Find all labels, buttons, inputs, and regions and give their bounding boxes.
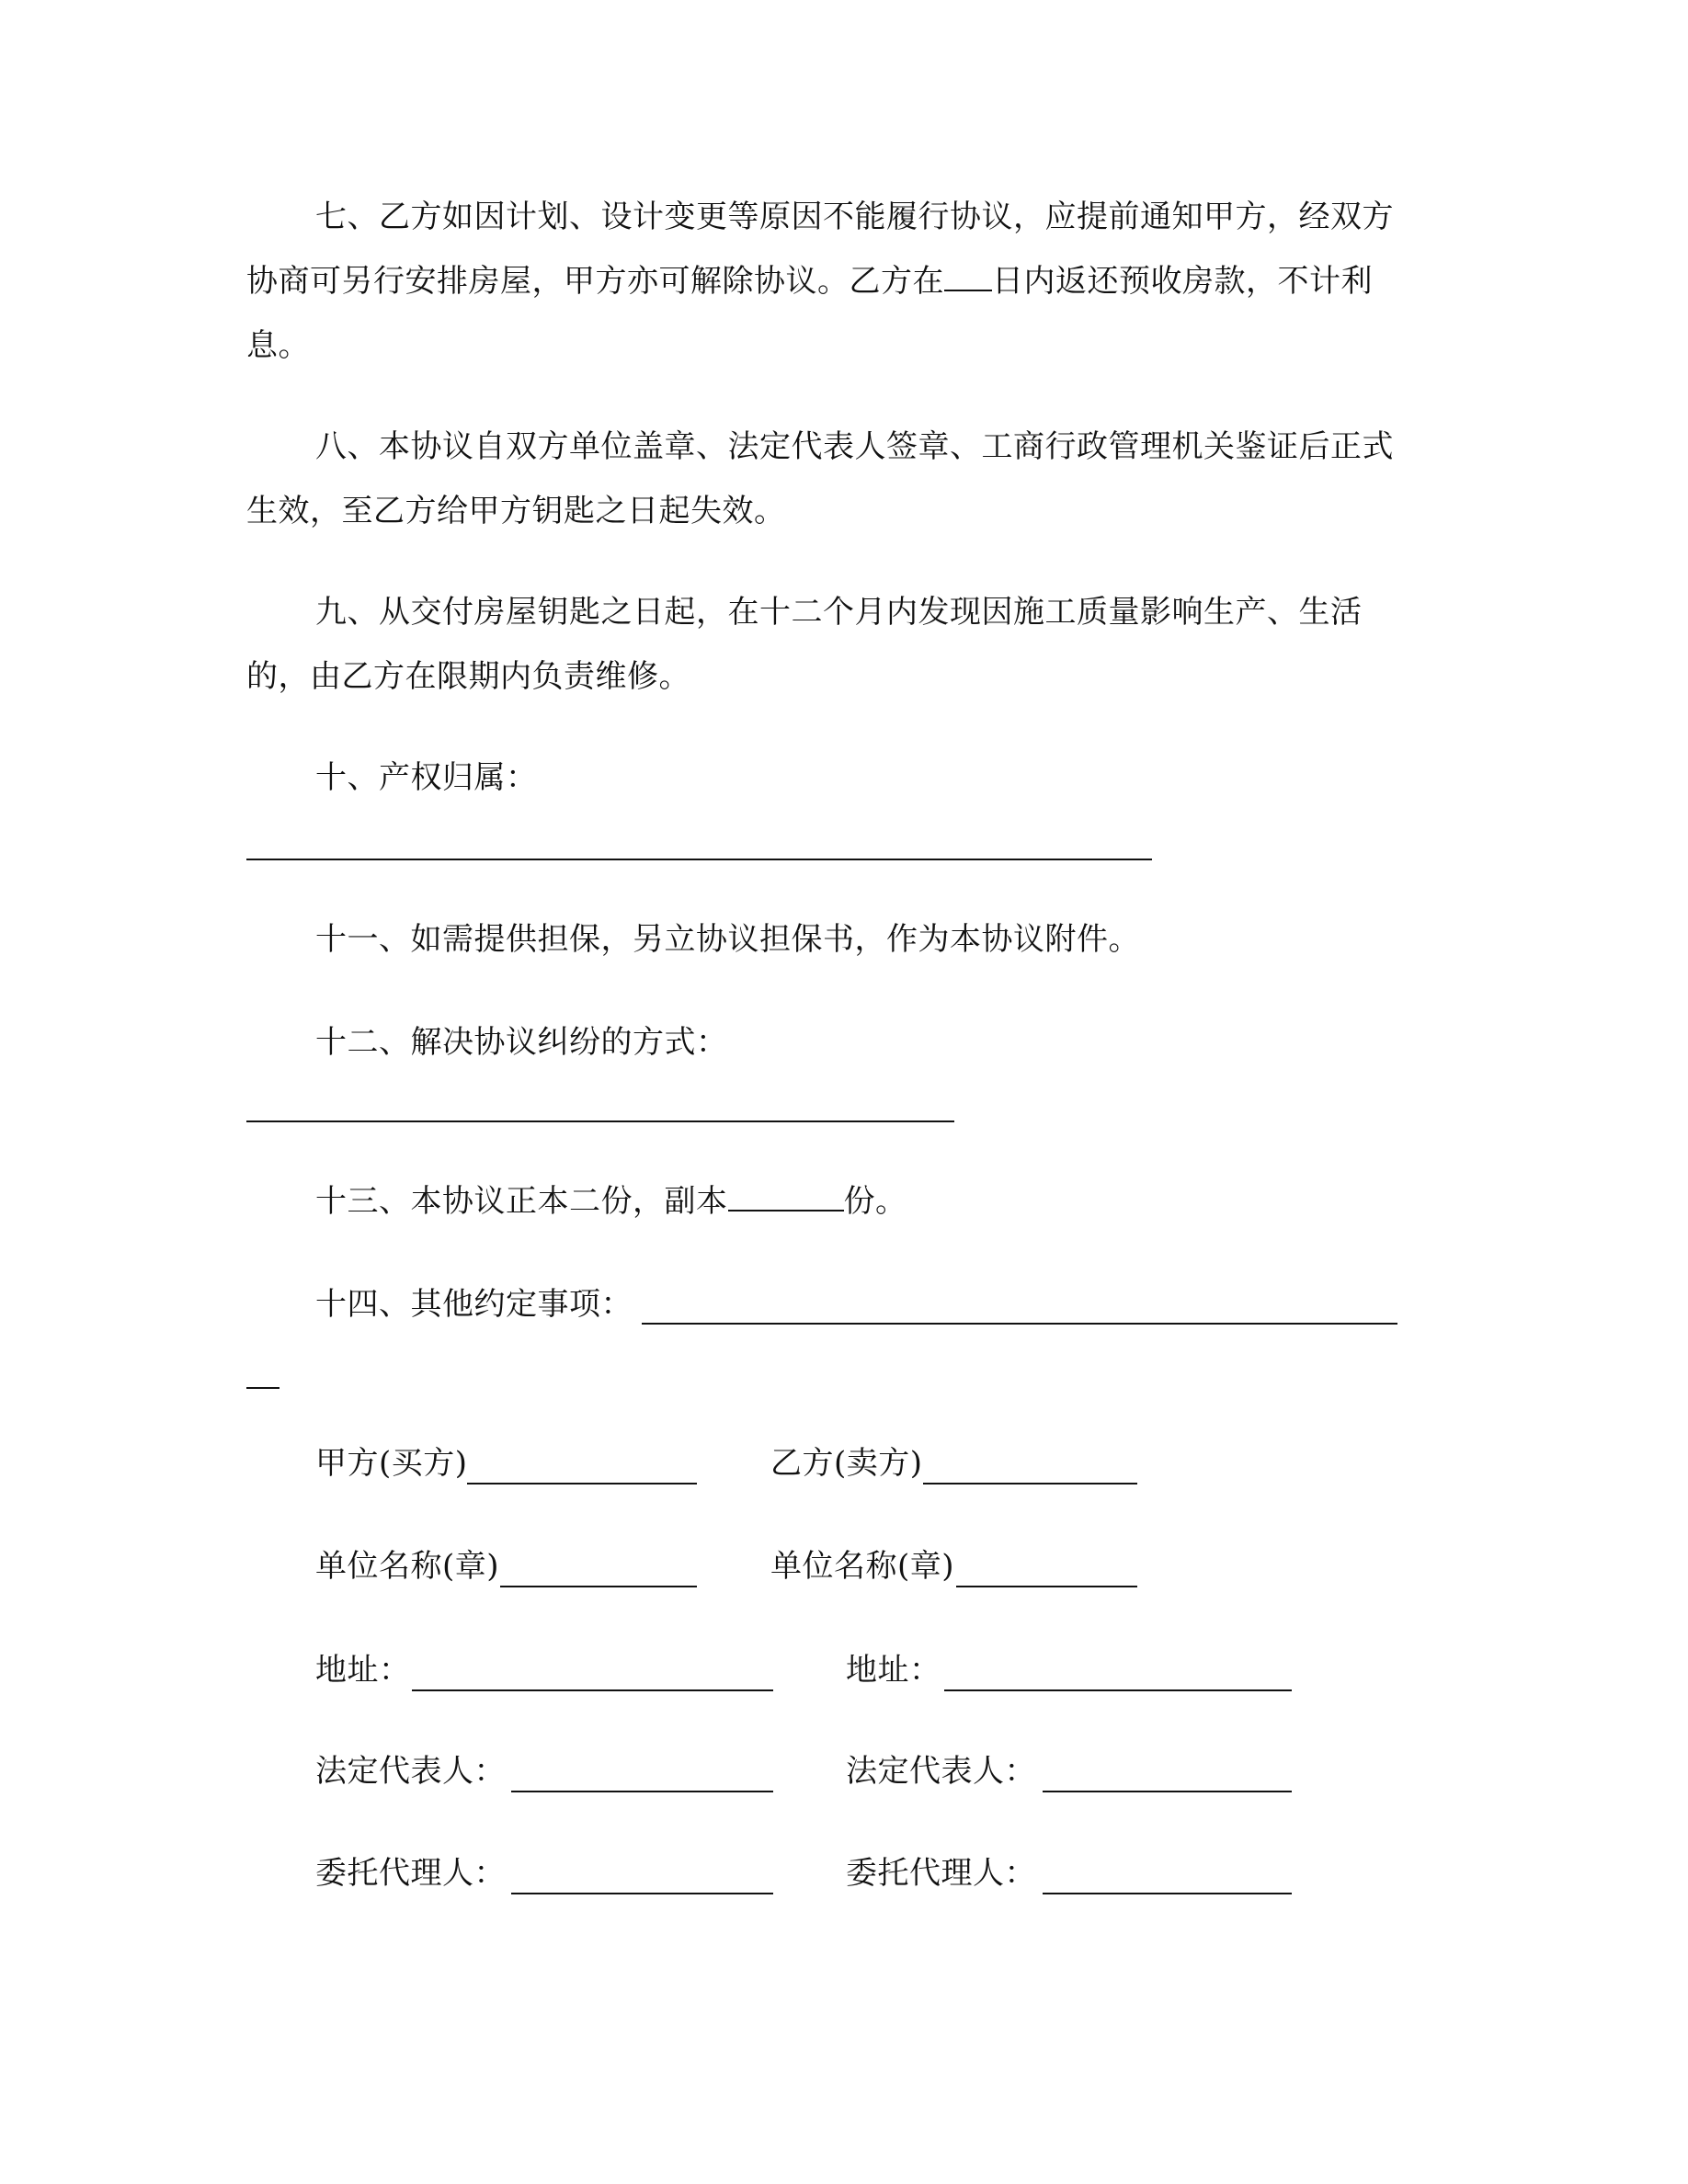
party-a-agent: 委托代理人：	[315, 1855, 506, 1892]
party-b-agent: 委托代理人：	[846, 1855, 1036, 1892]
dispute-resolution-blank[interactable]	[246, 1120, 954, 1122]
copies-blank[interactable]	[728, 1182, 844, 1211]
party-a-legal-rep-blank[interactable]	[511, 1791, 773, 1792]
clause-8-line-1: 八、本协议自双方单位盖章、法定代表人签章、工商行政管理机关鉴证后正式	[315, 428, 1394, 465]
days-blank[interactable]	[944, 262, 992, 291]
party-a-title-blank[interactable]	[467, 1483, 697, 1484]
clause-7-line-2	[246, 261, 1373, 301]
party-a-agent-blank[interactable]	[511, 1893, 773, 1894]
clause-7-line-1: 七、乙方如因计划、设计变更等原因不能履行协议，应提前通知甲方，经双方	[315, 199, 1394, 235]
clause-9-line-1: 九、从交付房屋钥匙之日起，在十二个月内发现因施工质量影响生产、生活	[315, 594, 1363, 631]
clause-12-label: 十二、解决协议纠纷的方式：	[315, 1024, 728, 1061]
clause-7-line-2-text-a: 协商可另行安排房屋，甲方亦可解除协议。乙方在	[246, 263, 944, 300]
clause-13-text-b: 份。	[843, 1183, 907, 1220]
party-b-legal-rep: 法定代表人：	[846, 1753, 1036, 1790]
clause-13-text-a: 十三、本协议正本二份，副本	[315, 1183, 728, 1220]
party-b-agent-blank[interactable]	[1043, 1893, 1292, 1894]
clause-14-label: 十四、其他约定事项：	[315, 1286, 633, 1323]
party-b-title-blank[interactable]	[923, 1483, 1137, 1484]
party-a-address: 地址：	[315, 1652, 411, 1689]
clause-8-line-2: 生效，至乙方给甲方钥匙之日起失效。	[246, 493, 786, 529]
party-a-title: 甲方(买方)	[315, 1445, 468, 1482]
other-terms-blank[interactable]	[642, 1323, 1397, 1325]
party-a-unit-blank[interactable]	[500, 1586, 697, 1587]
clause-11-text: 十一、如需提供担保，另立协议担保书，作为本协议附件。	[315, 921, 1140, 958]
clause-7-line-3: 息。	[246, 327, 310, 364]
clause-9-line-2: 的，由乙方在限期内负责维修。	[246, 658, 690, 695]
other-terms-blank-continued[interactable]	[246, 1387, 279, 1389]
party-a-address-blank[interactable]	[412, 1689, 773, 1691]
party-b-address: 地址：	[846, 1652, 941, 1689]
party-b-title: 乙方(卖方)	[770, 1445, 923, 1482]
clause-7-line-2-text-b: 日内返还预收房款，不计利	[992, 263, 1373, 300]
party-b-unit: 单位名称(章)	[770, 1548, 955, 1585]
property-rights-blank[interactable]	[246, 859, 1152, 860]
party-a-legal-rep: 法定代表人：	[315, 1753, 506, 1790]
clause-10-label: 十、产权归属：	[315, 759, 538, 796]
clause-13-line	[315, 1181, 907, 1222]
party-a-unit: 单位名称(章)	[315, 1548, 500, 1585]
party-b-unit-blank[interactable]	[956, 1586, 1137, 1587]
party-b-legal-rep-blank[interactable]	[1043, 1791, 1292, 1792]
party-b-address-blank[interactable]	[944, 1689, 1292, 1691]
